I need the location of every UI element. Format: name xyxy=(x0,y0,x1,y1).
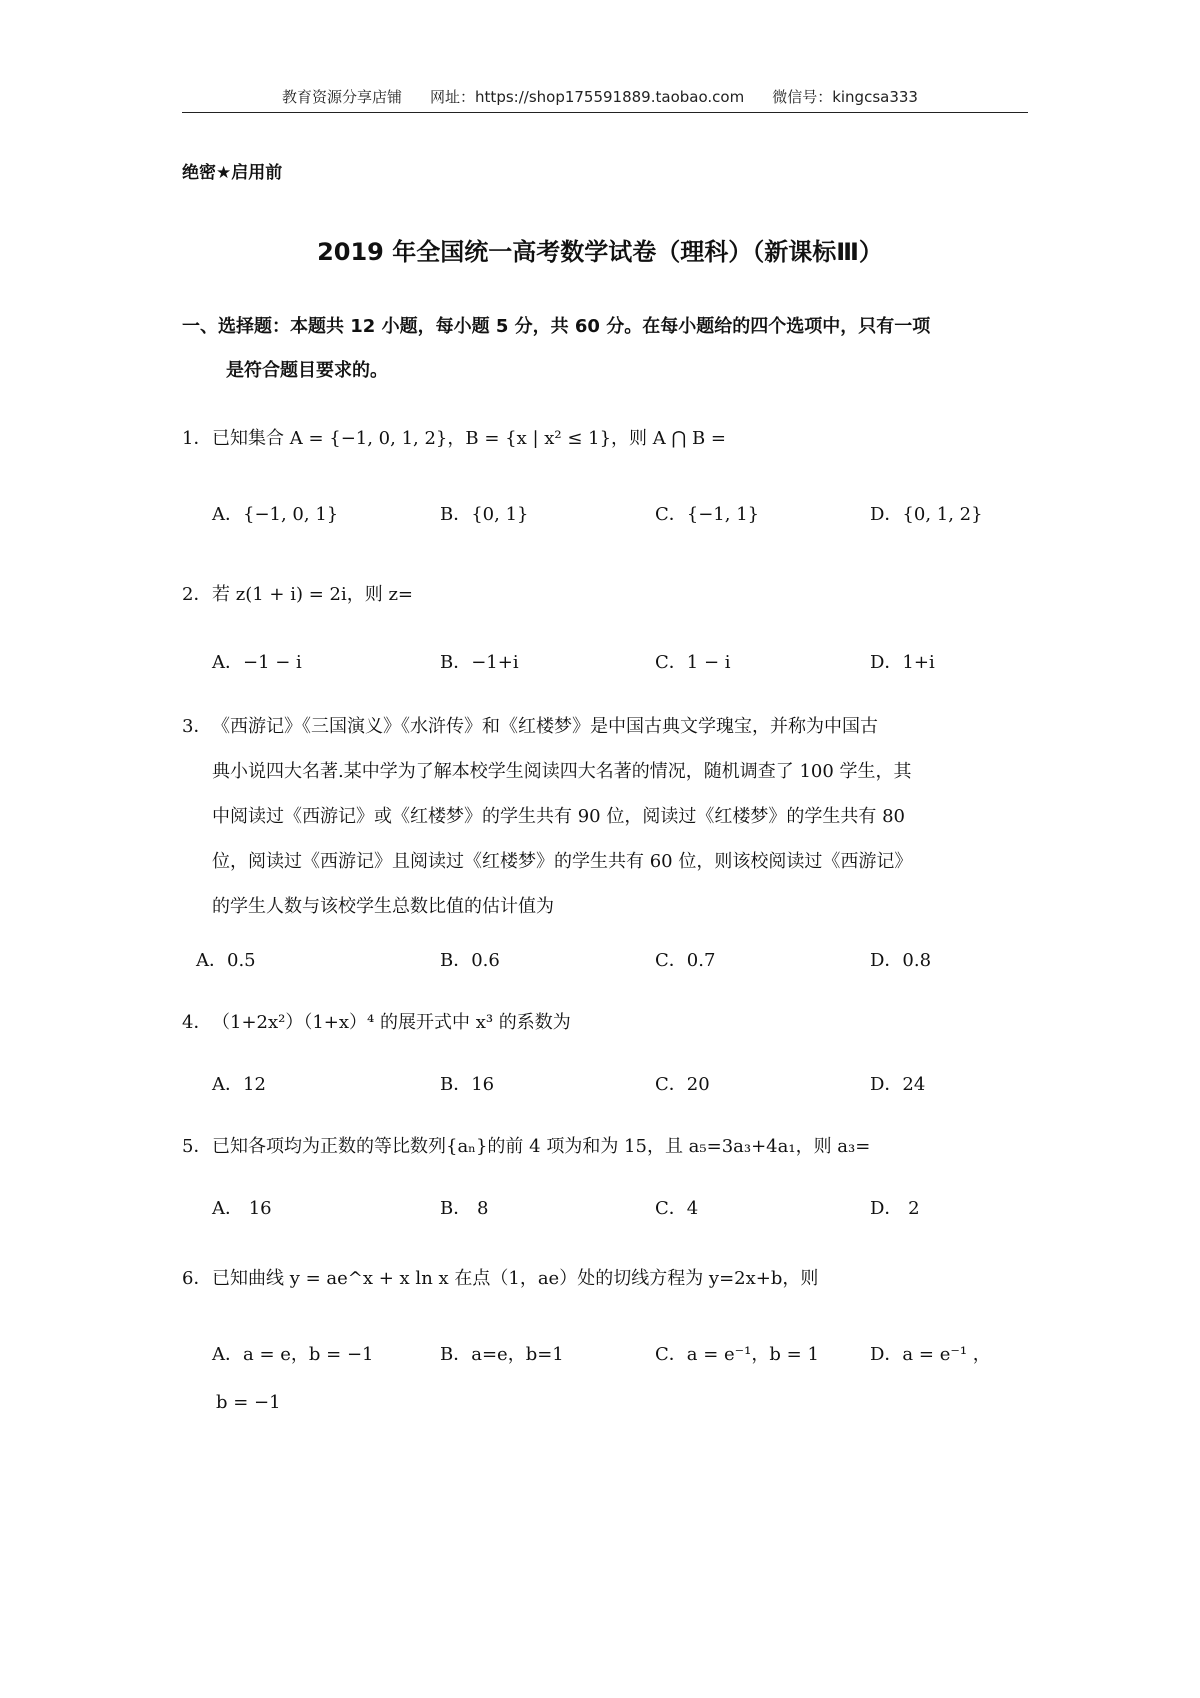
page-header xyxy=(0,86,1200,107)
question-3-line-4: 位，阅读过《西游记》且阅读过《红楼梦》的学生共有 60 位，则该校阅读过《西游记》 xyxy=(212,851,913,872)
question-4-option-b: B．16 xyxy=(440,1074,495,1095)
exam-title: 2019 年全国统一高考数学试卷（理科）（新课标Ⅲ） xyxy=(317,238,883,266)
question-5-option-b: B． 8 xyxy=(440,1198,489,1219)
question-1-option-d: D．{0, 1, 2} xyxy=(870,504,983,525)
question-1-option-b: B．{0, 1} xyxy=(440,504,529,525)
question-6-option-a: A．a = e，b = −1 xyxy=(212,1344,374,1365)
question-4-option-d: D．24 xyxy=(870,1074,926,1095)
confidential-label: 绝密★启用前 xyxy=(182,163,283,183)
question-3-option-d: D．0.8 xyxy=(870,950,932,971)
question-5-option-d: D． 2 xyxy=(870,1198,920,1219)
question-2-option-d: D．1+i xyxy=(870,652,935,673)
question-6-text: 已知曲线 y = ae^x + x ln x 在点（1，ae）处的切线方程为 y=2x+b，则 xyxy=(212,1268,819,1289)
question-3-line-1: 《西游记》《三国演义》《水浒传》和《红楼梦》是中国古典文学瑰宝，并称为中国古 xyxy=(212,716,878,737)
header-wechat: 微信号：kingcsa333 xyxy=(772,88,918,106)
question-4-option-c: C．20 xyxy=(655,1074,710,1095)
question-3-number: 3． xyxy=(182,716,212,737)
question-5-option-c: C．4 xyxy=(655,1198,699,1219)
question-2-option-c: C．1 − i xyxy=(655,652,731,673)
question-3-line-2: 典小说四大名著.某中学为了解本校学生阅读四大名著的情况，随机调查了 100 学生，其 xyxy=(212,761,912,782)
section-heading-line2: 是符合题目要求的。 xyxy=(226,360,388,381)
question-2-option-b: B．−1+i xyxy=(440,652,519,673)
header-site: 网址：https://shop175591889.taobao.com xyxy=(430,88,745,106)
question-6-number: 6． xyxy=(182,1268,212,1289)
question-3-line-3: 中阅读过《西游记》或《红楼梦》的学生共有 90 位，阅读过《红楼梦》的学生共有 80 xyxy=(212,806,905,827)
question-6-option-c: C．a = e⁻¹，b = 1 xyxy=(655,1344,819,1365)
header-shop: 教育资源分享店铺 xyxy=(282,88,403,106)
question-6-option-d: D．a = e⁻¹ ， xyxy=(870,1344,991,1365)
question-1-option-a: A．{−1, 0, 1} xyxy=(212,504,339,525)
question-3-option-c: C．0.7 xyxy=(655,950,716,971)
question-5-option-a: A． 16 xyxy=(212,1198,272,1219)
section-heading-line1: 一、选择题：本题共 12 小题，每小题 5 分，共 60 分。在每小题给的四个选项中，只有一项 xyxy=(182,316,931,337)
question-2-text: 若 z(1 + i) = 2i，则 z= xyxy=(212,584,414,605)
question-1-number: 1． xyxy=(182,428,212,449)
question-4-number: 4． xyxy=(182,1012,212,1033)
header-rule xyxy=(182,112,1028,113)
question-6-option-d-continued: b = −1 xyxy=(216,1392,281,1413)
question-5-number: 5． xyxy=(182,1136,212,1157)
question-3-line-5: 的学生人数与该校学生总数比值的估计值为 xyxy=(212,896,554,917)
question-4-option-a: A．12 xyxy=(212,1074,266,1095)
question-3-option-a: A．0.5 xyxy=(196,950,256,971)
question-1-option-c: C．{−1, 1} xyxy=(655,504,760,525)
question-1-text: 已知集合 A = {−1, 0, 1, 2}，B = {x | x² ≤ 1}，则 A ⋂ B = xyxy=(212,428,726,449)
question-5-text: 已知各项均为正数的等比数列{aₙ}的前 4 项为和为 15，且 a₅=3a₃+4a₁，则 a₃= xyxy=(212,1136,871,1157)
question-3-option-b: B．0.6 xyxy=(440,950,500,971)
question-6-option-b: B．a=e，b=1 xyxy=(440,1344,564,1365)
question-2-option-a: A．−1 − i xyxy=(212,652,302,673)
question-4-text: （1+2x²）（1+x）⁴ 的展开式中 x³ 的系数为 xyxy=(212,1012,571,1033)
question-2-number: 2． xyxy=(182,584,212,605)
